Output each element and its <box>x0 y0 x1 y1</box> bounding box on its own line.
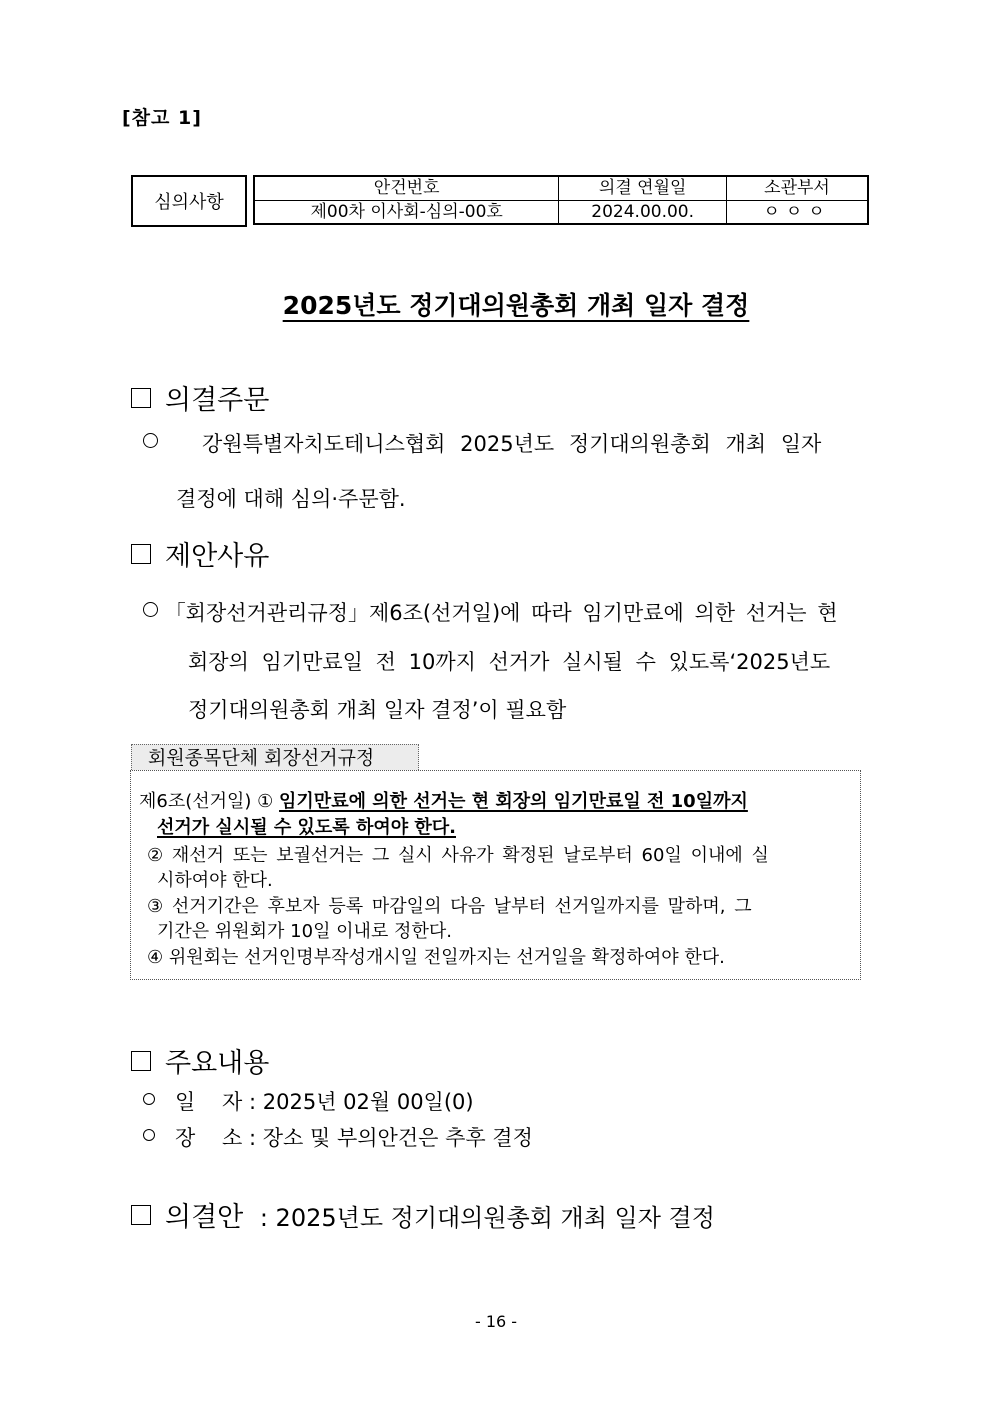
meta-header-date: 의결 연월일 <box>559 176 727 200</box>
main-date-label: 일 자 <box>175 1090 243 1114</box>
rules-box <box>130 770 861 980</box>
rule-1-emphasis: 임기만료에 의한 선거는 현 회장의 임기만료일 전 10일까지 <box>279 791 748 812</box>
section-agenda-heading <box>131 1195 715 1234</box>
square-bullet-icon <box>131 1051 151 1071</box>
rule-1-line-2 <box>157 813 456 839</box>
main-date-line <box>143 1086 474 1116</box>
category-box <box>131 175 247 227</box>
section-agenda-value: : 2025년도 정기대의원총회 개최 일자 결정 <box>259 1204 715 1232</box>
rule-1-prefix: 제6조(선거일) ① <box>139 791 280 812</box>
category-label: 심의사항 <box>154 192 224 213</box>
meta-value-agenda-no: 제00차 이사회-심의-00호 <box>254 200 559 224</box>
reason-line-3: 정기대의원총회 개최 일자 결정’이 필요함 <box>188 698 567 722</box>
resolution-text-1: 강원특별자치도테니스협회 2025년도 정기대의원총회 개최 일자 <box>202 432 822 456</box>
meta-value-dept: ㅇㅇㅇ <box>727 200 868 224</box>
section-main-heading <box>131 1041 269 1080</box>
section-reason-title: 제안사유 <box>165 541 270 572</box>
circle-bullet-icon <box>143 602 158 617</box>
page-title <box>0 286 992 322</box>
meta-header-agenda-no: 안건번호 <box>254 176 559 200</box>
section-resolution-heading <box>131 378 269 417</box>
circle-bullet-icon <box>143 1129 155 1141</box>
reason-text-1: 「회장선거관리규정」제6조(선거일)에 따라 임기만료에 의한 선거는 현 <box>164 601 838 625</box>
meta-header-dept: 소관부서 <box>727 176 868 200</box>
rule-2-line-1: ② 재선거 또는 보궐선거는 그 실시 사유가 확정된 날로부터 60일 이내에 실 <box>147 845 769 866</box>
square-bullet-icon <box>131 544 151 564</box>
rule-1-emphasis-2: 선거가 실시될 수 있도록 하여야 한다. <box>157 817 456 838</box>
rule-4-line-1: ④ 위원회는 선거인명부작성개시일 전일까지는 선거일을 확정하여야 한다. <box>147 947 725 968</box>
page-number: - 16 - <box>474 1312 518 1331</box>
meta-table <box>253 175 869 225</box>
circle-bullet-icon <box>143 1093 155 1105</box>
square-bullet-icon <box>131 388 151 408</box>
resolution-line-1 <box>143 428 821 458</box>
page-title-text: 2025년도 정기대의원총회 개최 일자 결정 <box>282 291 750 320</box>
section-reason-heading <box>131 534 269 573</box>
reference-label: [참고 1] <box>122 107 202 129</box>
rules-tab-header: 회원종목단체 회장선거규정 <box>131 744 419 770</box>
section-main-title: 주요내용 <box>165 1048 270 1079</box>
rule-2-line-2: 시하여야 한다. <box>157 870 273 891</box>
rule-1-line-1 <box>139 787 748 813</box>
main-place-value: : 장소 및 부의안건은 추후 결정 <box>249 1126 533 1150</box>
reason-line-1 <box>143 597 838 627</box>
resolution-line-2: 결정에 대해 심의·주문함. <box>176 487 406 511</box>
rule-3-line-2: 기간은 위원회가 10일 이내로 정한다. <box>157 921 452 942</box>
reason-line-2: 회장의 임기만료일 전 10까지 선거가 실시될 수 있도록‘2025년도 <box>188 650 831 674</box>
square-bullet-icon <box>131 1205 151 1225</box>
meta-value-date: 2024.00.00. <box>559 200 727 224</box>
main-place-line <box>143 1122 533 1152</box>
main-date-value: : 2025년 02월 00일(0) <box>249 1090 474 1114</box>
circle-bullet-icon <box>143 433 158 448</box>
rule-3-line-1: ③ 선거기간은 후보자 등록 마감일의 다음 날부터 선거일까지를 말하며, 그 <box>147 896 752 917</box>
section-resolution-title: 의결주문 <box>165 385 270 416</box>
section-agenda-title: 의결안 <box>165 1202 244 1233</box>
main-place-label: 장 소 <box>175 1126 243 1150</box>
